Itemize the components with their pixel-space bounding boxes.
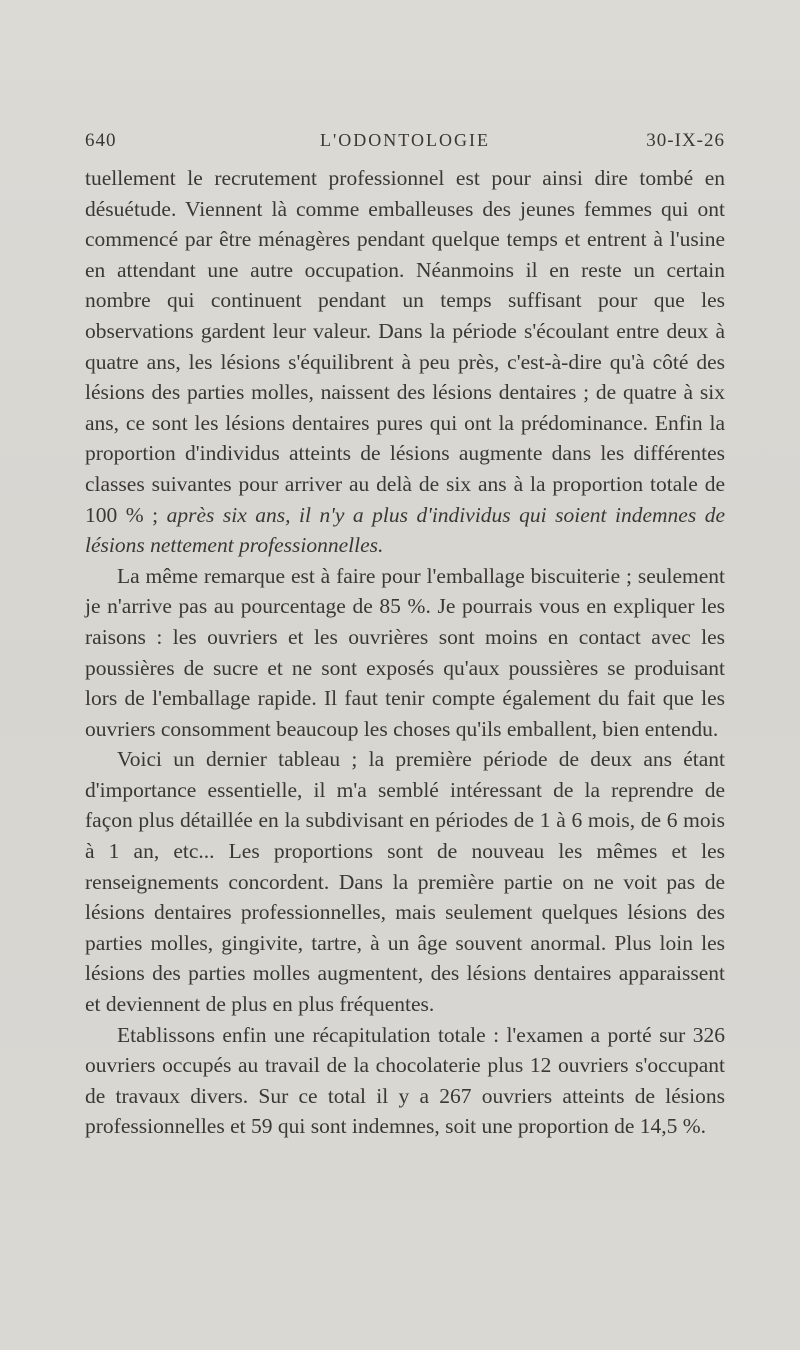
paragraph-2: La même remarque est à faire pour l'emballage biscuiterie ; seulement je n'arrive pas au pourcentage de 85 %. Je pourrais vous en expliquer les raisons : les ouvriers et les ouvrières sont moins en contact avec les poussières de sucre et ne sont exposés qu'aux poussières se produisant lors de l'emballage rapide. Il faut tenir compte également du fait que les ouvriers consomment beaucoup les choses qu'ils emballent, bien entendu. — [85, 563, 725, 741]
paragraph-4: Etablissons enfin une récapitulation totale : l'examen a porté sur 326 ouvriers occupés au travail de la chocolaterie plus 12 ouvriers s'occupant de travaux divers. Sur ce total il y a 267 ouvriers atteints de lésions professionnelles et 59 qui sont indemnes, soit une proportion de 14,5 %. — [85, 1022, 725, 1139]
paragraph-1-italic: après six ans, il n'y a plus d'individus qui soient indemnes de lésions nettement professionnelles. — [85, 502, 725, 558]
journal-title: L'ODONTOLOGIE — [320, 130, 490, 150]
page-number: 640 — [85, 130, 117, 151]
paragraph-1 — [85, 163, 725, 561]
running-header — [85, 130, 725, 156]
body-text — [85, 163, 725, 1142]
paragraph-3: Voici un dernier tableau ; la première période de deux ans étant d'importance essentielle, il m'a semblé intéressant de la reprendre de façon plus détaillée en la subdivisant en périodes de 1 à 6 mois, de 6 mois à 1 an, etc... Les proportions sont de nouveau les mêmes et les renseignements concordent. Dans la première partie on ne voit pas de lésions dentaires professionnelles, mais seulement quelques lésions des parties molles, gingivite, tartre, à un âge souvent anormal. Plus loin les lésions des parties molles augmentent, des lésions dentaires apparaissent et deviennent de plus en plus fréquentes. — [85, 747, 725, 1017]
paragraph-1-text: tuellement le recrutement professionnel est pour ainsi dire tombé en désuétude. Viennent là comme emballeuses des jeunes femmes qui ont commencé par être ménagères pendant quelque temps et entrent à l'usine en attendant une autre occupation. Néanmoins il en reste un certain nombre qui continuent pendant un temps suffisant pour que les observations gardent leur valeur. Dans la période s'écoulant entre deux à quatre ans, les lésions s'équilibrent à peu près, c'est-à-dire qu'à côté des lésions des parties molles, naissent des lésions dentaires ; de quatre à six ans, ce sont les lésions dentaires pures qui ont la prédominance. Enfin la proportion d'individus atteints de lésions augmente dans les différentes classes suivantes pour arriver au delà de six ans à la proportion totale de 100 % ; — [85, 166, 725, 527]
issue-date: 30-IX-26 — [646, 130, 725, 151]
